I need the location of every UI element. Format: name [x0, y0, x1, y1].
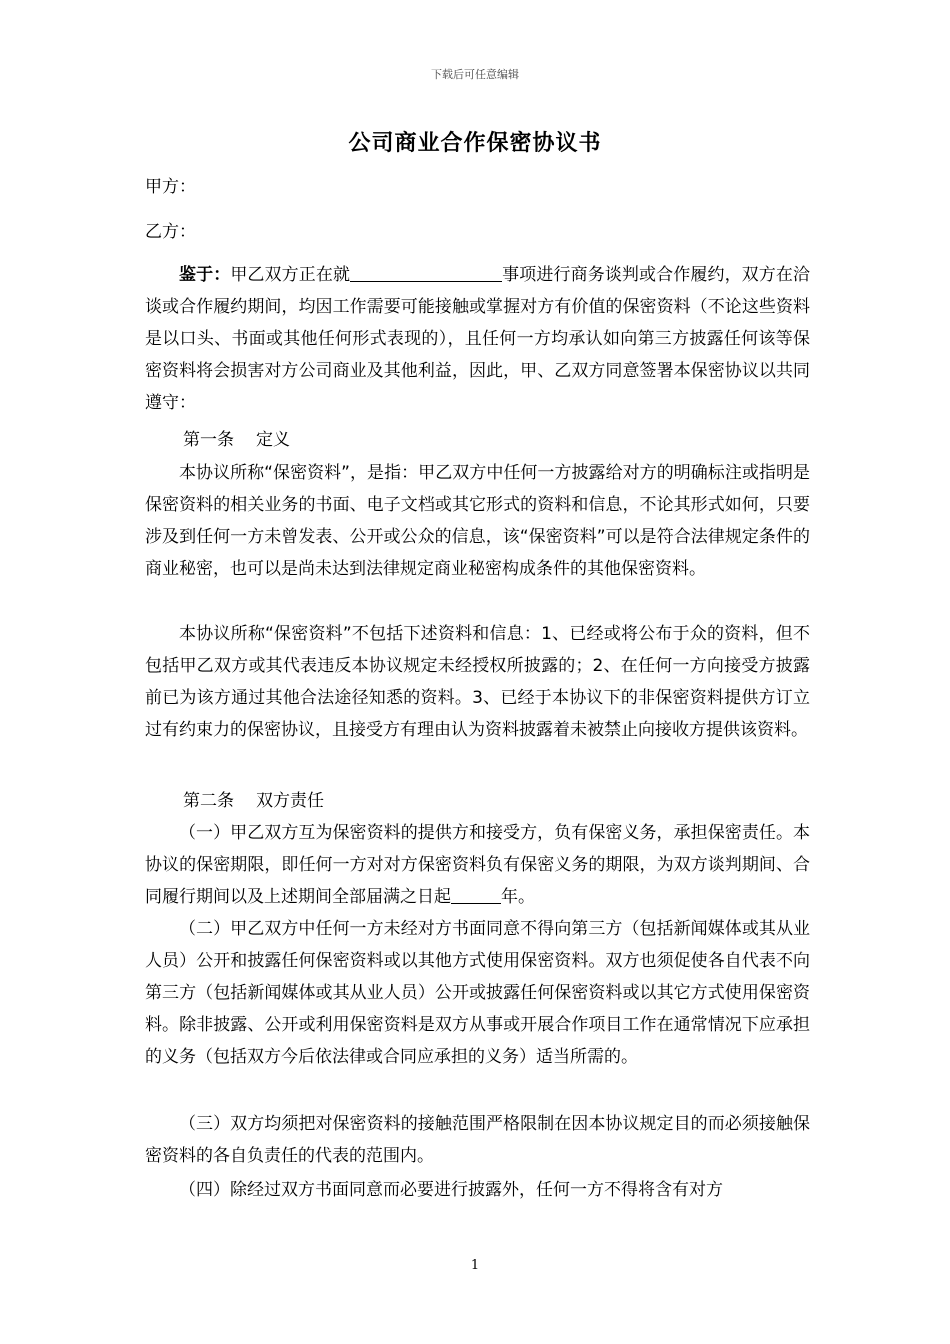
article-2-clause-4: （四）除经过双方书面同意而必要进行披露外，任何一方不得将含有对方	[179, 1180, 723, 1200]
article-1-paragraph-1: 本协议所称“保密资料”，是指：甲乙双方中任何一方披露给对方的明确标注或指明是保密资料的相关业务的书面、电子文档或其它形式的资料和信息，不论其形式如何，只要涉及到任何一方未曾发表、公开或公众的信息，该“保密资料”可以是符合法律规定条件的商业秘密，也可以是尚未达到法律规定商业秘密构成条件的其他保密资料。	[145, 463, 810, 579]
clause-1-suffix: 年。	[501, 887, 535, 907]
document-title: 公司商业合作保密协议书	[348, 131, 602, 156]
article-1-heading	[183, 425, 290, 450]
article-2-clause-3: （三）双方均须把对保密资料的接触范围严格限制在因本协议规定目的而必须接触保密资料的各自负责任的代表的范围内。	[145, 1114, 810, 1166]
whereas-lead: 鉴于：	[179, 265, 231, 285]
whereas-paragraph	[145, 259, 810, 419]
party-a-label: 甲方：	[145, 177, 196, 197]
article-1-title: 定义	[256, 430, 290, 450]
article-1-number: 第一条	[183, 430, 234, 450]
article-2-heading	[183, 786, 324, 811]
article-2-clause-1	[145, 817, 810, 913]
party-b-label: 乙方：	[145, 222, 196, 242]
article-2-clause-2: （二）甲乙双方中任何一方未经对方书面同意不得向第三方（包括新闻媒体或其从业人员）公开和披露任何保密资料或以其他方式使用保密资料。双方也须促使各自代表不向第三方（包括新闻媒体或其从业人员）公开或披露任何保密资料或以其它方式使用保密资料。除非披露、公开或利用保密资料是双方从事或开展合作项目工作在通常情况下应承担的义务（包括双方今后依法律或合同应承担的义务）适当所需的。	[145, 919, 810, 1067]
matter-blank	[350, 263, 502, 282]
clause-1-text: （一）甲乙双方互为保密资料的提供方和接受方，负有保密义务，承担保密责任。本协议的保密期限，即任何一方对对方保密资料负有保密义务的期限，为双方谈判期间、合同履行期间以及上述期间全部届满之日起	[145, 823, 810, 907]
article-2-title: 双方责任	[256, 791, 324, 811]
whereas-after-blank: 事项进行商务谈判或合作履约，双方在洽谈或合作履约期间，均因工作需要可能接触或掌握对方有价值的保密资料（不论这些资料是以口头、书面或其他任何形式表现的），且任何一方均承认如向第三方披露任何该等保密资料将会损害对方公司商业及其他利益，因此，甲、乙双方同意签署本保密协议以共同遵守：	[145, 265, 811, 413]
header-note: 下载后可任意编辑	[431, 68, 519, 81]
years-blank	[451, 885, 501, 904]
page-number: 1	[470, 1258, 480, 1273]
article-1-paragraph-2: 本协议所称“保密资料”不包括下述资料和信息：1、已经或将公布于众的资料，但不包括甲乙双方或其代表违反本协议规定未经授权所披露的；2、在任何一方向接受方披露前已为该方通过其他合法途径知悉的资料。3、已经于本协议下的非保密资料提供方订立过有约束力的保密协议，且接受方有理由认为资料披露着未被禁止向接收方提供该资料。	[145, 624, 810, 740]
article-2-number: 第二条	[183, 791, 234, 811]
whereas-before-blank: 甲乙双方正在就	[230, 265, 351, 285]
